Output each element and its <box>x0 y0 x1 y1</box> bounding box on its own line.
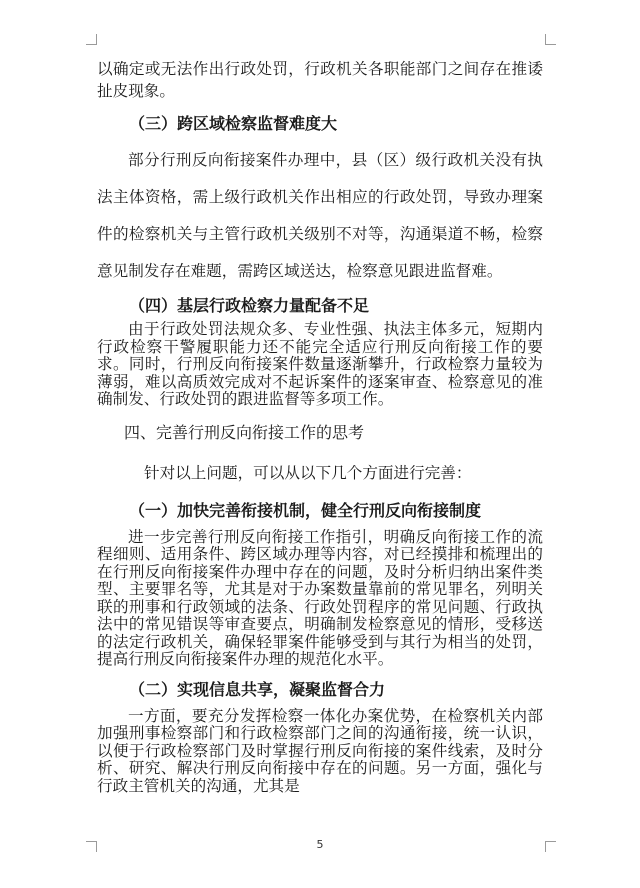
crop-mark-top-right <box>545 34 556 45</box>
paragraph-cross-region: 部分行刑反向衔接案件办理中，县（区）级行政机关没有执法主体资格，需上级行政机关作出相应的行政处罚，导致办理案件的检察机关与主管行政机关级别不对等，沟通渠道不畅，检察意见制发存在难题，需跨区域送达，检察意见跟进监督难。 <box>97 151 543 280</box>
document-body <box>97 58 543 795</box>
page-number: 5 <box>316 838 324 851</box>
paragraph-information-sharing: 一方面，要充分发挥检察一体化办案优势，在检察机关内部加强刑事检察部门和行政检察部门之间的沟通衔接，统一认识，以便于行政检察部门及时掌握行刑反向衔接的案件线索，及时分析、研究、解决行刑反向衔接中存在的问题。另一方面，强化与行政主管机关的沟通，尤其是 <box>97 706 543 795</box>
paragraph-improve-mechanism: 进一步完善行刑反向衔接工作指引，明确反向衔接工作的流程细则、适用条件、跨区域办理等内容，对已经摸排和梳理出的在行刑反向衔接案件办理中存在的问题，及时分析归纳出案件类型、主要罪名等，尤其是对于办案数量靠前的常见罪名，列明关联的刑事和行政领域的法条、行政处罚程序的常见问题、行政执法中的常见错误等审查要点，明确制发检察意见的情形，受移送的法定行政机关，确保轻罪案件能够受到与其行为相当的处罚，提高行刑反向衔接案件办理的规范化水平。 <box>97 527 543 668</box>
paragraph-grassroots-capacity: 由于行政处罚法规众多、专业性强、执法主体多元，短期内行政检察干警履职能力还不能完全适应行刑反向衔接工作的要求。同时，行刑反向衔接案件数量逐渐攀升，行政检察力量较为薄弱，难以高质效完成对不起诉案件的逐案审查、检察意见的准确制发、行政处罚的跟进监督等多项工作。 <box>97 320 543 408</box>
paragraph-intro-improvements: 针对以上问题，可以从以下几个方面进行完善： <box>144 463 472 482</box>
section-heading-four: 四、完善行刑反向衔接工作的思考 <box>124 422 365 442</box>
heading-cross-region-supervision: （三）跨区域检察监督难度大 <box>129 114 338 133</box>
heading-information-sharing: （二）实现信息共享，凝聚监督合力 <box>129 679 386 699</box>
continued-paragraph: 以确定或无法作出行政处罚，行政机关各职能部门之间存在推诿扯皮现象。 <box>97 60 543 100</box>
crop-mark-top-left <box>86 34 97 45</box>
heading-grassroots-capacity: （四）基层行政检察力量配备不足 <box>129 296 370 315</box>
heading-improve-mechanism: （一）加快完善衔接机制，健全行刑反向衔接制度 <box>129 500 482 520</box>
